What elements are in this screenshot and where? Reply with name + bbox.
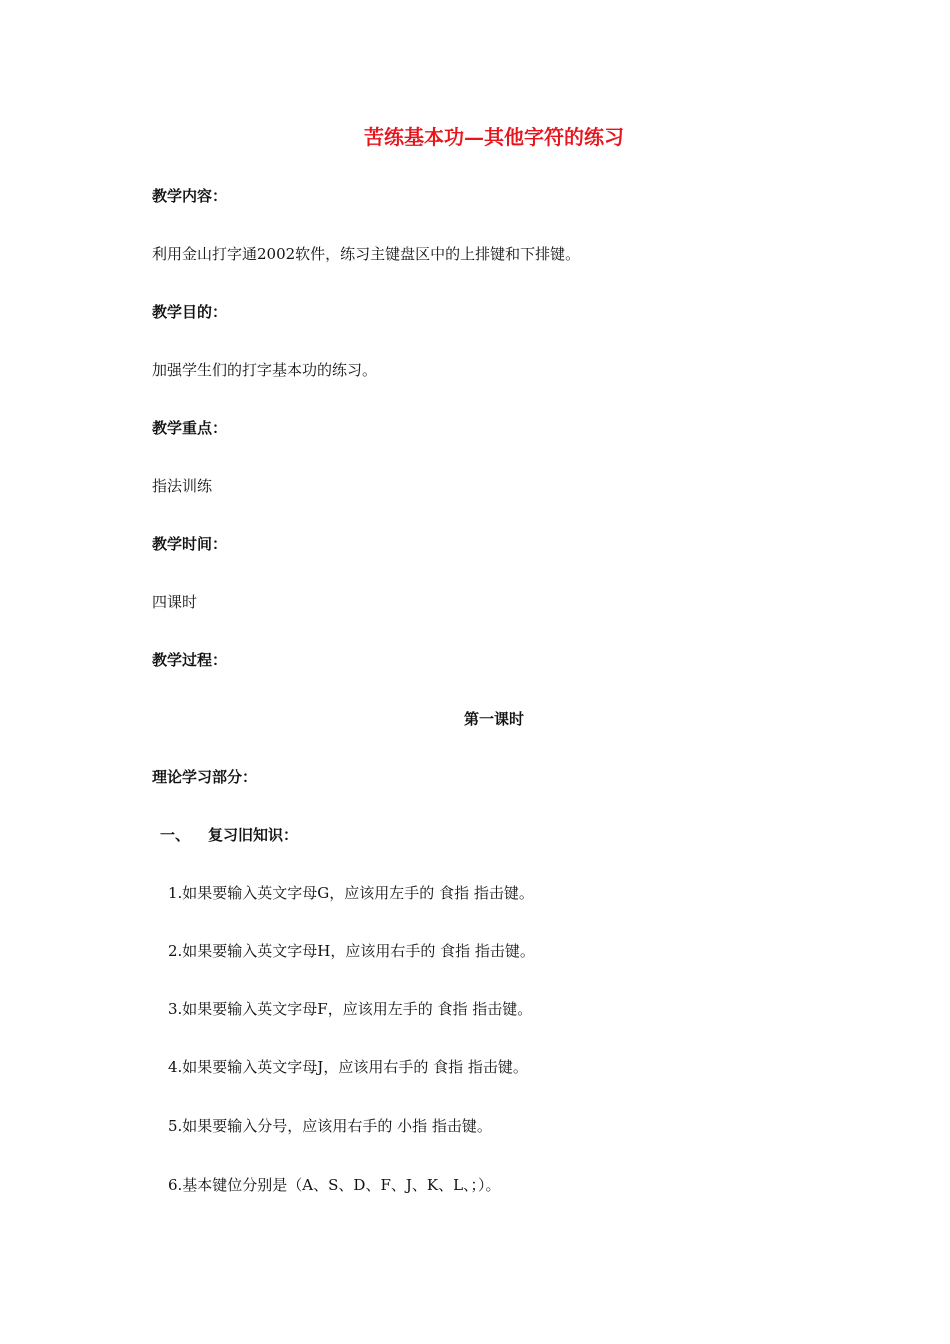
review-item-2: 2.如果要输入英文字母H，应该用右手的 食指 指击键。 [168, 942, 535, 960]
review-number: 一、 [160, 826, 191, 844]
goal-heading: 教学目的： [152, 303, 228, 321]
review-heading-line [160, 825, 298, 845]
goal-text: 加强学生们的打字基本功的练习。 [152, 361, 378, 379]
review-heading: 复习旧知识： [208, 826, 299, 844]
content-text: 利用金山打字通2002软件，练习主键盘区中的上排键和下排键。 [152, 245, 581, 263]
time-text: 四课时 [152, 593, 198, 611]
review-item-5: 5.如果要输入分号，应该用右手的 小指 指击键。 [168, 1117, 492, 1135]
review-item-1: 1.如果要输入英文字母G，应该用左手的 食指 指击键。 [168, 884, 534, 902]
lesson-heading: 第一课时 [463, 710, 524, 728]
review-item-6: 6.基本键位分别是（A、S、D、F、J、K、L、；）。 [168, 1176, 501, 1194]
process-heading: 教学过程： [152, 651, 228, 669]
review-item-4: 4.如果要输入英文字母J，应该用右手的 食指 指击键。 [168, 1058, 528, 1076]
theory-heading: 理论学习部分： [152, 768, 258, 786]
focus-heading: 教学重点： [152, 419, 228, 437]
time-heading: 教学时间： [152, 535, 228, 553]
document-title: 苦练基本功—其他字符的练习 [364, 125, 624, 149]
content-heading: 教学内容： [152, 187, 228, 205]
review-item-3: 3.如果要输入英文字母F，应该用左手的 食指 指击键。 [168, 1000, 533, 1018]
focus-text: 指法训练 [152, 477, 213, 495]
